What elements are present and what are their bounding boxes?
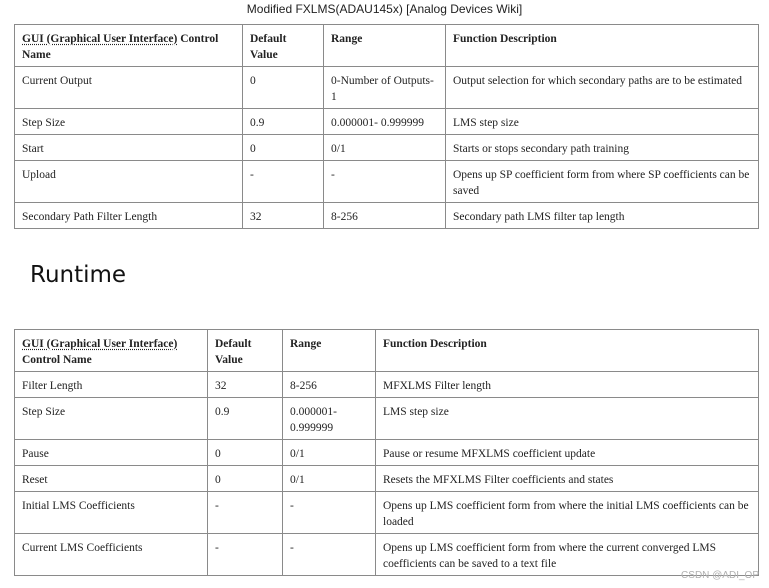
- header-default-value: Default Value: [243, 25, 324, 67]
- cell-function-description: LMS step size: [376, 398, 759, 440]
- cell-control-name: Pause: [15, 440, 208, 466]
- table-row: [15, 161, 759, 203]
- parameter-table: [14, 24, 759, 229]
- table-row: [15, 203, 759, 229]
- table-header-row: [15, 25, 759, 67]
- gui-abbreviation: GUI (Graphical User Interface): [22, 338, 178, 350]
- cell-default-value: 0: [243, 135, 324, 161]
- cell-range: 0.000001- 0.999999: [283, 398, 376, 440]
- cell-range: 0.000001- 0.999999: [324, 109, 446, 135]
- cell-function-description: MFXLMS Filter length: [376, 372, 759, 398]
- cell-control-name: Reset: [15, 466, 208, 492]
- cell-function-description: LMS step size: [446, 109, 759, 135]
- cell-function-description: Secondary path LMS filter tap length: [446, 203, 759, 229]
- section-heading-runtime: Runtime: [30, 262, 127, 288]
- cell-default-value: 0: [208, 466, 283, 492]
- cell-range: 0-Number of Outputs-1: [324, 67, 446, 109]
- table-row: [15, 466, 759, 492]
- header-control-name-label: Control Name: [22, 354, 92, 366]
- cell-default-value: 0.9: [208, 398, 283, 440]
- cell-function-description: Opens up LMS coefficient form from where the initial LMS coefficients can be loaded: [376, 492, 759, 534]
- cell-range: -: [324, 161, 446, 203]
- table-header-row: [15, 330, 759, 372]
- cell-function-description: Output selection for which secondary paths are to be estimated: [446, 67, 759, 109]
- cell-default-value: -: [208, 534, 283, 576]
- header-range: Range: [283, 330, 376, 372]
- cell-function-description: Opens up SP coefficient form from where SP coefficients can be saved: [446, 161, 759, 203]
- table-body: [15, 67, 759, 229]
- cell-default-value: 32: [243, 203, 324, 229]
- cell-control-name: Current Output: [15, 67, 243, 109]
- cell-range: 8-256: [283, 372, 376, 398]
- header-function-description: Function Description: [446, 25, 759, 67]
- cell-control-name: Step Size: [15, 398, 208, 440]
- table-body: [15, 372, 759, 576]
- header-range: Range: [324, 25, 446, 67]
- cell-range: 8-256: [324, 203, 446, 229]
- header-control-name-label: Control Name: [22, 33, 219, 61]
- table-row: [15, 398, 759, 440]
- table-row: [15, 135, 759, 161]
- table-row: [15, 67, 759, 109]
- cell-control-name: Filter Length: [15, 372, 208, 398]
- watermark: CSDN @ADI_OP: [681, 570, 759, 581]
- header-control-name: [15, 330, 208, 372]
- cell-range: -: [283, 492, 376, 534]
- runtime-table: [14, 329, 759, 576]
- gui-abbreviation: GUI (Graphical User Interface): [22, 33, 178, 45]
- cell-range: -: [283, 534, 376, 576]
- cell-function-description: Pause or resume MFXLMS coefficient update: [376, 440, 759, 466]
- cell-control-name: Start: [15, 135, 243, 161]
- cell-default-value: 0.9: [243, 109, 324, 135]
- cell-default-value: 32: [208, 372, 283, 398]
- cell-default-value: -: [243, 161, 324, 203]
- cell-range: 0/1: [283, 466, 376, 492]
- cell-function-description: Starts or stops secondary path training: [446, 135, 759, 161]
- header-default-value: Default Value: [208, 330, 283, 372]
- cell-range: 0/1: [324, 135, 446, 161]
- cell-control-name: Initial LMS Coefficients: [15, 492, 208, 534]
- table-row: [15, 440, 759, 466]
- cell-function-description: Resets the MFXLMS Filter coefficients and states: [376, 466, 759, 492]
- table-row: [15, 109, 759, 135]
- header-function-description: Function Description: [376, 330, 759, 372]
- cell-control-name: Step Size: [15, 109, 243, 135]
- cell-control-name: Upload: [15, 161, 243, 203]
- cell-control-name: Secondary Path Filter Length: [15, 203, 243, 229]
- table-row: [15, 372, 759, 398]
- header-control-name: [15, 25, 243, 67]
- cell-default-value: -: [208, 492, 283, 534]
- page-title: Modified FXLMS(ADAU145x) [Analog Devices Wiki]: [246, 2, 523, 16]
- cell-default-value: 0: [208, 440, 283, 466]
- cell-default-value: 0: [243, 67, 324, 109]
- cell-range: 0/1: [283, 440, 376, 466]
- cell-function-description: Opens up LMS coefficient form from where the current converged LMS coefficients can be saved to a text file: [376, 534, 759, 576]
- table-row: [15, 492, 759, 534]
- table-row: [15, 534, 759, 576]
- cell-control-name: Current LMS Coefficients: [15, 534, 208, 576]
